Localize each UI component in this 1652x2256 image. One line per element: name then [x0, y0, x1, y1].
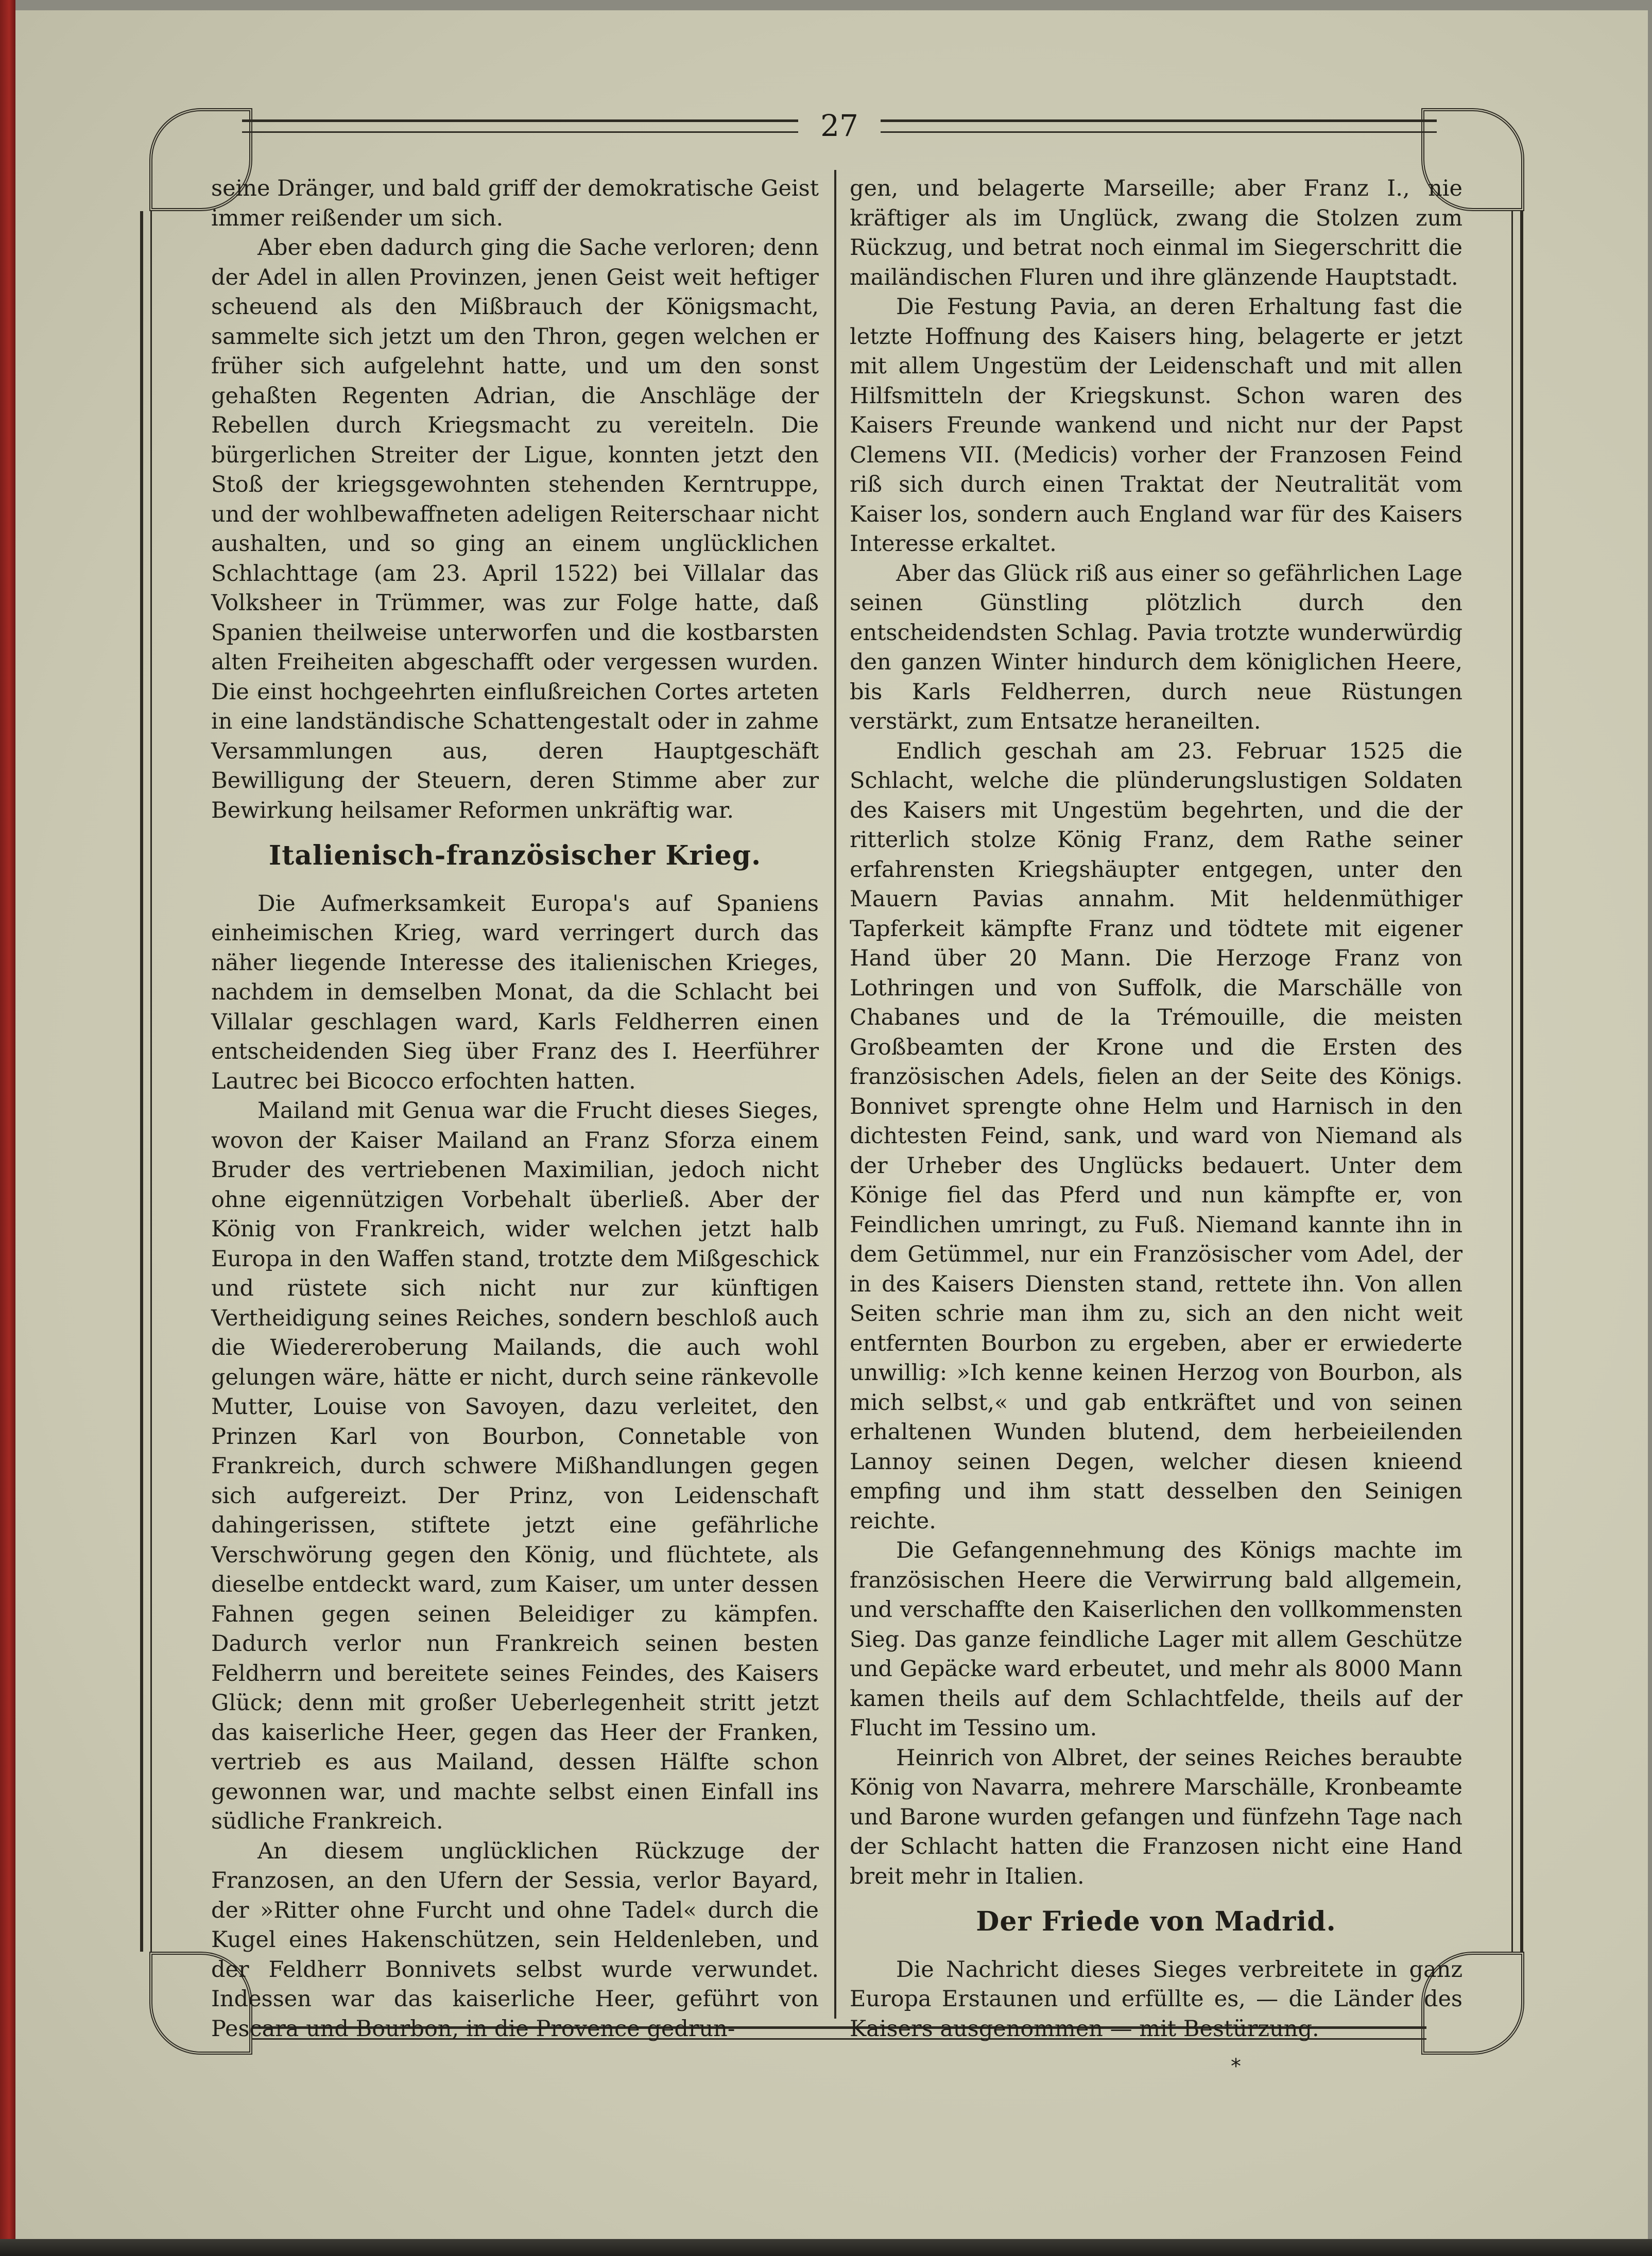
paragraph: An diesem unglücklichen Rückzuge der Franzosen, an den Ufern der Sessia, verlor Bayard, der »Ritter ohne Furcht und ohne Tadel« durch die Kugel eines Hakenschützen, sein Heldenleben, und der Feldherr Bonnivets selbst wurde verwundet. Indessen war das kaiserliche Heer, geführt von Pescara und Bourbon, in die Provence gedrun- — [211, 1838, 819, 2042]
header-rule-right — [881, 119, 1437, 133]
paragraph: Die Gefangennehmung des Königs machte im französischen Heere die Verwirrung bald allgemein, und verschaffte den Kaiserlichen den vollkommensten Sieg. Das ganze feindliche Lager mit allem Geschütze und Gepäcke ward erbeutet, und mehr als 8000 Mann kamen theils auf dem Schlachtfelde, theils auf der Flucht im Tessino um. — [850, 1538, 1462, 1741]
right-column — [850, 174, 1462, 2042]
section-heading: Italienisch-französischer Krieg. — [268, 840, 762, 871]
footer-mark: * — [1231, 2055, 1241, 2078]
left-column — [211, 174, 819, 2042]
paragraph: Heinrich von Albret, der seines Reiches beraubte König von Navarra, mehrere Marschälle, Kronbeamte und Barone wurden gefangen und fünfzehn Tage nach der Schlacht hatten die Franzosen nicht eine Hand breit mehr in Italien. — [850, 1745, 1462, 1889]
book-binding — [0, 0, 15, 2256]
paragraph: Aber das Glück riß aus einer so gefährlichen Lage seinen Günstling plötzlich durch den entscheidendsten Schlag. Pavia trotzte wunderwürdig den ganzen Winter hindurch dem königlichen Heere, bis Karls Feldherren, durch neue Rüstungen verstärkt, zum Entsatze heraneilten. — [850, 560, 1462, 734]
paragraph: Die Nachricht dieses Sieges verbreitete in ganz Europa Erstaunen und erfüllte es, — die Länder des Kaisers ausgenommen — mit Bestürzung. — [850, 1956, 1462, 2042]
paragraph: Aber eben dadurch ging die Sache verloren; denn der Adel in allen Provinzen, jenen Geist weit heftiger scheuend als den Mißbrauch der Königsmacht, sammelte sich jetzt um den Thron, gegen welchen er früher sich aufgelehnt hatte, und um den sonst gehaßten Regenten Adrian, die Anschläge der Rebellen durch Kriegsmacht zu vereiteln. Die bürgerlichen Streiter der Ligue, konnten jetzt den Stoß der kriegsgewohnten stehenden Kerntruppe, und der wohlbewaffneten adeligen Reiterschaar nicht aushalten, und so ging an einem unglücklichen Schlachttage (am 23. April 1522) bei Villalar das Volksheer in Trümmer, was zur Folge hatte, daß Spanien theilweise unterworfen und die kostbarsten alten Freiheiten abgeschafft oder vergessen wurden. Die einst hochgeehrten einflußreichen Cortes arteten in eine landständische Schattengestalt oder in zahme Versammlungen aus, deren Hauptgeschäft Bewilligung der Steuern, deren Stimme aber zur Bewirkung heilsamer Reformen unkräftig war. — [211, 235, 819, 823]
column-divider — [834, 170, 836, 2019]
paragraph: Endlich geschah am 23. Februar 1525 die Schlacht, welche die plünderungslustigen Soldaten des Kaisers mit Ungestüm begehrten, und die der ritterlich stolze König Franz, dem Rathe seiner erfahrensten Kriegshäupter entgegen, unter den Mauern Pavias annahm. Mit heldenmüthiger Tapferkeit kämpfte Franz und tödtete mit eigener Hand über 20 Mann. Die Herzoge Franz von Lothringen und von Suffolk, die Marschälle von Chabanes und de la Trémouille, die meisten Großbeamten der Krone und die Ersten des französischen Adels, fielen an der Seite des Königs. Bonnivet sprengte ohne Helm und Harnisch in den dichtesten Feind, sank, und ward von Niemand als der Urheber des Unglücks bedauert. Unter dem Könige fiel das Pferd und nun kämpfte er, von Feindlichen umringt, zu Fuß. Niemand kannte ihn in dem Getümmel, nur ein Französischer vom Adel, der in des Kaisers Diensten stand, rettete ihn. Von allen Seiten schrie man ihm zu, sich an den nicht weit entfernten Bourbon zu ergeben, aber er erwiederte unwillig: »Ich kenne keinen Herzog von Bourbon, als mich selbst,« und gab entkräftet und von seinen erhaltenen Wunden blutend, dem herbeieilenden Lannoy seinen Degen, welcher diesen knieend empfing und ihm statt desselben den Seinigen reichte. — [850, 738, 1462, 1534]
frame-right-inner — [1511, 211, 1513, 1952]
frame-left-outer — [140, 211, 143, 1952]
paragraph: Die Festung Pavia, an deren Erhaltung fast die letzte Hoffnung des Kaisers hing, belagerte er jetzt mit allem Ungestüm der Leidenschaft und mit allen Hilfsmitteln der Kriegskunst. Schon waren des Kaisers Freunde wankend und nicht nur der Papst Clemens VII. (Medicis) vorher der Franzosen Feind riß sich durch einen Traktat der Neutralität vom Kaiser los, sondern auch England war für des Kaisers Interesse erkaltet. — [850, 294, 1462, 557]
header-rule-left — [242, 119, 798, 133]
frame-right-outer — [1520, 211, 1523, 1952]
frame-left-inner — [150, 211, 152, 1952]
scan-edge — [0, 2239, 1652, 2256]
page-number: 27 — [820, 108, 858, 143]
paragraph: Die Aufmerksamkeit Europa's auf Spaniens einheimischen Krieg, ward verringert durch das näher liegende Interesse des italienischen Krieges, nachdem in demselben Monat, da die Schlacht bei Villalar geschlagen ward, Karls Feldherren einen entscheidenden Sieg über Franz des I. Heerführer Lautrec bei Bicocco erfochten hatten. — [211, 890, 819, 1094]
paragraph: seine Dränger, und bald griff der demokratische Geist immer reißender um sich. — [211, 176, 819, 231]
paragraph: Mailand mit Genua war die Frucht dieses Sieges, wovon der Kaiser Mailand an Franz Sforza einem Bruder des vertriebenen Maximilian, jedoch nicht ohne eigennützigen Vorbehalt überließ. Aber der König von Frankreich, wider welchen jetzt halb Europa in den Waffen stand, trotzte dem Mißgeschick und rüstete sich nicht nur zur künftigen Vertheidigung seines Reiches, sondern beschloß auch die Wiedereroberung Mailands, die auch wohl gelungen wäre, hätte er nicht, durch seine ränkevolle Mutter, Louise von Savoyen, dazu verleitet, den Prinzen Karl von Bourbon, Connetable von Frankreich, durch schwere Mißhandlungen gegen sich aufgereizt. Der Prinz, von Leidenschaft dahingerissen, stiftete jetzt eine gefährliche Verschwörung gegen den König, und flüchtete, als dieselbe entdeckt ward, zum Kaiser, um unter dessen Fahnen gegen seinen Beleidiger zu kämpfen. Dadurch verlor nun Frankreich seinen besten Feldherrn und bereitete seines Feindes, des Kaisers Glück; denn mit großer Ueberlegenheit stritt jetzt das kaiserliche Heer, gegen das Heer der Franken, vertrieb es aus Mailand, dessen Hälfte schon gewonnen war, und machte selbst einen Einfall ins südliche Frankreich. — [211, 1098, 819, 1834]
paragraph: gen, und belagerte Marseille; aber Franz I., nie kräftiger als im Unglück, zwang die Stolzen zum Rückzug, und betrat noch einmal im Siegerschritt die mailändischen Fluren und ihre glänzende Hauptstadt. — [850, 176, 1462, 290]
section-heading: Der Friede von Madrid. — [976, 1906, 1336, 1937]
